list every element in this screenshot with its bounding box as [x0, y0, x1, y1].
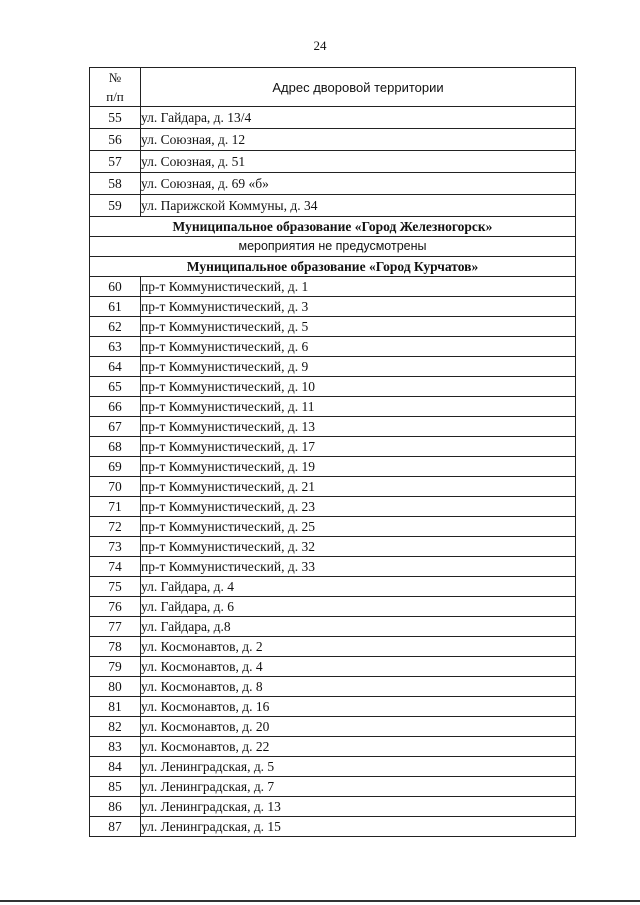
table-row: [90, 357, 576, 377]
table-row: [90, 437, 576, 457]
row-address: пр-т Коммунистический, д. 11: [141, 397, 576, 417]
table-row: [90, 107, 576, 129]
row-address: ул. Парижской Коммуны, д. 34: [141, 195, 576, 217]
row-address: ул. Космонавтов, д. 16: [141, 697, 576, 717]
row-address: ул. Ленинградская, д. 13: [141, 797, 576, 817]
table-row: [90, 817, 576, 837]
row-number: 85: [90, 777, 141, 797]
row-address: ул. Союзная, д. 12: [141, 129, 576, 151]
row-number: 76: [90, 597, 141, 617]
page-number: 24: [313, 38, 327, 53]
row-address: пр-т Коммунистический, д. 17: [141, 437, 576, 457]
table-row: [90, 397, 576, 417]
table-row: [90, 677, 576, 697]
row-number: 74: [90, 557, 141, 577]
row-number: 70: [90, 477, 141, 497]
row-number: 72: [90, 517, 141, 537]
row-address: пр-т Коммунистический, д. 1: [141, 277, 576, 297]
row-address: ул. Космонавтов, д. 8: [141, 677, 576, 697]
row-address: ул. Ленинградская, д. 5: [141, 757, 576, 777]
table-row: [90, 173, 576, 195]
row-address: пр-т Коммунистический, д. 10: [141, 377, 576, 397]
row-number: 69: [90, 457, 141, 477]
row-number: 56: [90, 129, 141, 151]
row-address: ул. Гайдара, д.8: [141, 617, 576, 637]
table-row: [90, 417, 576, 437]
row-number: 61: [90, 297, 141, 317]
table-row: [90, 537, 576, 557]
table-row: [90, 337, 576, 357]
table-row: [90, 577, 576, 597]
table-row: [90, 617, 576, 637]
row-number: 79: [90, 657, 141, 677]
row-number: 71: [90, 497, 141, 517]
row-address: пр-т Коммунистический, д. 21: [141, 477, 576, 497]
table-row: [90, 129, 576, 151]
row-number: 57: [90, 151, 141, 173]
row-number: 60: [90, 277, 141, 297]
row-number: 68: [90, 437, 141, 457]
row-number: 86: [90, 797, 141, 817]
row-number: 64: [90, 357, 141, 377]
row-number: 80: [90, 677, 141, 697]
row-number: 58: [90, 173, 141, 195]
row-address: ул. Гайдара, д. 4: [141, 577, 576, 597]
row-address: пр-т Коммунистический, д. 6: [141, 337, 576, 357]
rows-kurchatov: [90, 277, 576, 837]
row-number: 73: [90, 537, 141, 557]
row-number: 59: [90, 195, 141, 217]
table-row: [90, 195, 576, 217]
table-row: [90, 717, 576, 737]
row-number: 65: [90, 377, 141, 397]
row-number: 83: [90, 737, 141, 757]
row-number: 87: [90, 817, 141, 837]
row-number: 82: [90, 717, 141, 737]
row-address: ул. Космонавтов, д. 22: [141, 737, 576, 757]
row-address: ул. Гайдара, д. 6: [141, 597, 576, 617]
row-address: ул. Космонавтов, д. 2: [141, 637, 576, 657]
note-row: [90, 237, 576, 257]
row-number: 63: [90, 337, 141, 357]
table-row: [90, 797, 576, 817]
section-row: [90, 217, 576, 237]
header-number: [90, 68, 141, 107]
table-row: [90, 557, 576, 577]
row-address: ул. Космонавтов, д. 20: [141, 717, 576, 737]
row-address: ул. Гайдара, д. 13/4: [141, 107, 576, 129]
page-bottom-rule: [0, 900, 640, 902]
row-address: ул. Союзная, д. 51: [141, 151, 576, 173]
table-row: [90, 757, 576, 777]
table-row: [90, 497, 576, 517]
row-address: ул. Ленинградская, д. 7: [141, 777, 576, 797]
rows-top: [90, 107, 576, 217]
section-zheleznogorsk-block: [90, 217, 576, 277]
row-number: 77: [90, 617, 141, 637]
table-row: [90, 637, 576, 657]
address-table: [89, 67, 576, 837]
table-row: [90, 477, 576, 497]
row-address: пр-т Коммунистический, д. 23: [141, 497, 576, 517]
row-number: 78: [90, 637, 141, 657]
table-row: [90, 151, 576, 173]
row-address: пр-т Коммунистический, д. 32: [141, 537, 576, 557]
table-row: [90, 377, 576, 397]
row-address: пр-т Коммунистический, д. 3: [141, 297, 576, 317]
table-row: [90, 657, 576, 677]
header-number-abbr: п/п: [106, 89, 124, 104]
header-number-symbol: №: [108, 70, 122, 85]
row-address: пр-т Коммунистический, д. 19: [141, 457, 576, 477]
row-address: ул. Союзная, д. 69 «б»: [141, 173, 576, 195]
table-row: [90, 297, 576, 317]
row-address: пр-т Коммунистический, д. 9: [141, 357, 576, 377]
section-row: [90, 257, 576, 277]
table-row: [90, 777, 576, 797]
row-address: пр-т Коммунистический, д. 25: [141, 517, 576, 537]
row-number: 81: [90, 697, 141, 717]
table-row: [90, 597, 576, 617]
table-row: [90, 277, 576, 297]
section-title-zheleznogorsk: Муниципальное образование «Город Железногорск»: [90, 217, 576, 237]
note-zheleznogorsk: мероприятия не предусмотрены: [90, 237, 576, 257]
row-address: ул. Космонавтов, д. 4: [141, 657, 576, 677]
row-address: пр-т Коммунистический, д. 5: [141, 317, 576, 337]
table-header-row: [90, 68, 576, 107]
table-row: [90, 737, 576, 757]
row-address: пр-т Коммунистический, д. 13: [141, 417, 576, 437]
row-number: 84: [90, 757, 141, 777]
header-address: Адрес дворовой территории: [141, 68, 576, 107]
row-number: 62: [90, 317, 141, 337]
row-number: 55: [90, 107, 141, 129]
table-row: [90, 697, 576, 717]
row-number: 66: [90, 397, 141, 417]
table-row: [90, 457, 576, 477]
row-number: 75: [90, 577, 141, 597]
table-row: [90, 317, 576, 337]
row-number: 67: [90, 417, 141, 437]
row-address: пр-т Коммунистический, д. 33: [141, 557, 576, 577]
row-address: ул. Ленинградская, д. 15: [141, 817, 576, 837]
section-title-kurchatov: Муниципальное образование «Город Курчатов»: [90, 257, 576, 277]
table-row: [90, 517, 576, 537]
